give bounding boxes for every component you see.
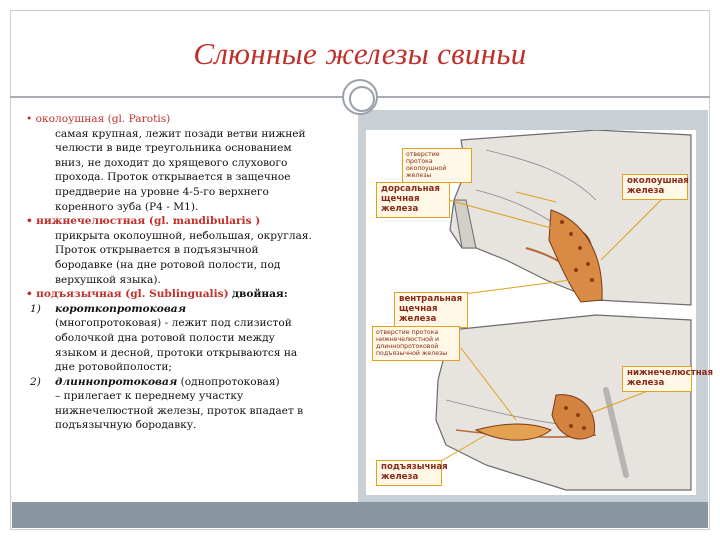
label-dorsal-buccal: дорсальная щечная железа [376,182,450,218]
pig-head-bottom [436,315,691,490]
item-sublingual-heading: подъязычная (gl. Sublingualis) [36,288,229,301]
slide-title: Слюнные железы свиньи [193,36,527,71]
item-mandibular: • нижнечелюстная (gl. mandibularis ) [26,215,261,228]
subitem-short-duct: 1) короткопротоковая [30,302,187,315]
item-parotid-heading: околоушная (gl. Parotis) [35,113,171,125]
label-mandibular: нижнечелюстная железа [622,366,692,392]
item-parotid: • околоушная (gl. Parotis) [26,113,171,125]
subitem-long-duct: 2) длиннопротоковая (однопротоковая) [30,375,280,388]
item-sublingual: • подъязычная (gl. Sublingualis) двойная: [26,288,288,301]
label-sublingual: подъязычная железа [376,460,442,486]
label-parotid: околоушная железа [622,174,688,200]
body-text: • околоушная (gl. Parotis) самая крупная, лежит позади ветви нижней челюсти в виде треугольника основанием вниз, не доходит до хрящевого слухового прохода. Проток открывается в защечное преддверие на уровне 4-5-го верхнего коренного зуба (P4 - M1). • нижнечелюстная (gl. mandibularis ) прикрыта околоушной, небольшая, округлая. Проток открывается в подъязычной бородавке (на дне ротовой полости, под верхушкой языка). • подъязычная (gl. Sublingualis) двойная: 1) короткопротоковая (многопротоковая) - лежит под слизистой оболочкой дна ротовой полости между языком и десной, протоки открываются на дне ротовойполости; 2) длиннопротоковая (однопротоковая) – прилегает к переднему участку нижнечелюстной железы, проток впадает в подъязычную бородавку. [26,112,356,433]
label-mandibular-duct: отверстие протока нижнечелюстной и длиннопротоковой подъязычной железы [372,326,460,361]
circle-ornament-icon [342,79,378,115]
footer-bar [12,502,708,528]
item-mandibular-heading: нижнечелюстная (gl. mandibularis ) [36,215,261,228]
label-ventral-buccal: вентральная щечная железа [394,292,468,328]
anatomy-figure [366,130,713,495]
label-parotid-duct: отверстие протока околоушной железы [402,148,472,183]
